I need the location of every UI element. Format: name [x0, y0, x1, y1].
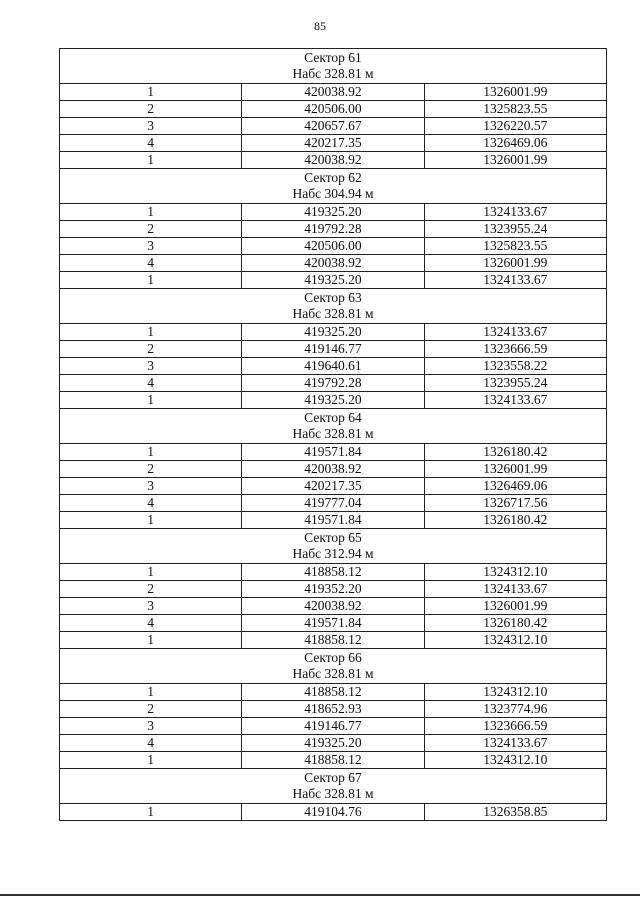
coord-x: 419571.84	[242, 615, 424, 632]
point-number: 3	[60, 238, 242, 255]
table-row	[60, 392, 607, 409]
coord-y: 1325823.55	[424, 238, 606, 255]
point-number: 1	[60, 684, 242, 701]
bottom-rule	[0, 894, 640, 896]
table-row	[60, 632, 607, 649]
table-row	[60, 444, 607, 461]
point-number: 1	[60, 272, 242, 289]
coord-x: 419325.20	[242, 272, 424, 289]
point-number: 1	[60, 204, 242, 221]
sector-height: Набс 328.81 м	[292, 786, 374, 801]
point-number: 3	[60, 358, 242, 375]
coord-x: 418858.12	[242, 684, 424, 701]
coord-y: 1326001.99	[424, 461, 606, 478]
coordinates-table	[59, 48, 607, 821]
table-row	[60, 375, 607, 392]
coord-y: 1323666.59	[424, 718, 606, 735]
sector-header-row	[60, 409, 607, 444]
point-number: 2	[60, 221, 242, 238]
table-row	[60, 718, 607, 735]
table-row	[60, 581, 607, 598]
sector-title: Сектор 67	[304, 770, 362, 785]
coord-x: 419146.77	[242, 718, 424, 735]
coord-x: 418652.93	[242, 701, 424, 718]
coord-x: 419104.76	[242, 804, 424, 821]
coord-y: 1324312.10	[424, 632, 606, 649]
coord-x: 420217.35	[242, 478, 424, 495]
table-row	[60, 152, 607, 169]
point-number: 1	[60, 632, 242, 649]
coord-x: 420038.92	[242, 84, 424, 101]
coord-y: 1326001.99	[424, 255, 606, 272]
point-number: 4	[60, 735, 242, 752]
coord-x: 420038.92	[242, 152, 424, 169]
coord-y: 1326717.56	[424, 495, 606, 512]
table-row	[60, 135, 607, 152]
coord-y: 1324133.67	[424, 272, 606, 289]
coord-y: 1326180.42	[424, 512, 606, 529]
point-number: 1	[60, 392, 242, 409]
point-number: 1	[60, 512, 242, 529]
point-number: 1	[60, 804, 242, 821]
sector-title: Сектор 64	[304, 410, 362, 425]
coord-y: 1326001.99	[424, 84, 606, 101]
table-row	[60, 255, 607, 272]
coord-x: 419792.28	[242, 375, 424, 392]
table-row	[60, 221, 607, 238]
coord-y: 1326001.99	[424, 598, 606, 615]
coord-y: 1326220.57	[424, 118, 606, 135]
table-row	[60, 461, 607, 478]
sector-title: Сектор 62	[304, 170, 362, 185]
coord-x: 419325.20	[242, 204, 424, 221]
sector-header	[60, 49, 607, 84]
table-row	[60, 478, 607, 495]
coord-y: 1326001.99	[424, 152, 606, 169]
coord-x: 419777.04	[242, 495, 424, 512]
table-row	[60, 358, 607, 375]
sector-header-row	[60, 649, 607, 684]
coord-x: 419571.84	[242, 512, 424, 529]
point-number: 1	[60, 444, 242, 461]
coord-y: 1324312.10	[424, 564, 606, 581]
sector-header	[60, 649, 607, 684]
table-row	[60, 701, 607, 718]
coord-x: 419325.20	[242, 735, 424, 752]
sector-height: Набс 328.81 м	[292, 66, 374, 81]
coord-x: 419640.61	[242, 358, 424, 375]
table-row	[60, 804, 607, 821]
coord-x: 419325.20	[242, 324, 424, 341]
coord-y: 1324312.10	[424, 684, 606, 701]
sector-header	[60, 169, 607, 204]
coord-y: 1324133.67	[424, 735, 606, 752]
table-row	[60, 684, 607, 701]
coord-x: 418858.12	[242, 752, 424, 769]
coord-y: 1324133.67	[424, 324, 606, 341]
sector-header-row	[60, 289, 607, 324]
point-number: 3	[60, 118, 242, 135]
sector-header-row	[60, 49, 607, 84]
point-number: 1	[60, 152, 242, 169]
sector-title: Сектор 63	[304, 290, 362, 305]
coord-y: 1326358.85	[424, 804, 606, 821]
table-row	[60, 735, 607, 752]
sector-height: Набс 304.94 м	[292, 186, 374, 201]
sector-header-row	[60, 769, 607, 804]
table-row	[60, 615, 607, 632]
coord-x: 419792.28	[242, 221, 424, 238]
coord-y: 1326180.42	[424, 615, 606, 632]
coord-x: 420657.67	[242, 118, 424, 135]
coord-x: 419146.77	[242, 341, 424, 358]
table-row	[60, 598, 607, 615]
point-number: 4	[60, 375, 242, 392]
point-number: 3	[60, 478, 242, 495]
point-number: 3	[60, 718, 242, 735]
sector-height: Набс 328.81 м	[292, 306, 374, 321]
sector-header-row	[60, 169, 607, 204]
coord-x: 419352.20	[242, 581, 424, 598]
coord-x: 420038.92	[242, 255, 424, 272]
coord-x: 420038.92	[242, 461, 424, 478]
sector-header	[60, 529, 607, 564]
table-row	[60, 272, 607, 289]
sector-height: Набс 312.94 м	[292, 546, 374, 561]
coord-x: 418858.12	[242, 632, 424, 649]
coord-x: 419325.20	[242, 392, 424, 409]
coord-x: 420506.00	[242, 238, 424, 255]
coord-y: 1324312.10	[424, 752, 606, 769]
point-number: 4	[60, 135, 242, 152]
point-number: 4	[60, 615, 242, 632]
point-number: 2	[60, 461, 242, 478]
point-number: 1	[60, 564, 242, 581]
point-number: 1	[60, 752, 242, 769]
coord-y: 1323955.24	[424, 375, 606, 392]
coord-x: 420506.00	[242, 101, 424, 118]
coord-x: 418858.12	[242, 564, 424, 581]
table-row	[60, 238, 607, 255]
sector-header	[60, 409, 607, 444]
coord-y: 1323558.22	[424, 358, 606, 375]
coord-y: 1326469.06	[424, 135, 606, 152]
sector-title: Сектор 66	[304, 650, 362, 665]
sector-header	[60, 289, 607, 324]
coord-x: 420217.35	[242, 135, 424, 152]
table-row	[60, 341, 607, 358]
point-number: 4	[60, 495, 242, 512]
coord-y: 1326180.42	[424, 444, 606, 461]
sector-header-row	[60, 529, 607, 564]
table-row	[60, 495, 607, 512]
table-row	[60, 324, 607, 341]
page-number: 85	[314, 19, 326, 33]
coord-y: 1324133.67	[424, 581, 606, 598]
coord-y: 1323955.24	[424, 221, 606, 238]
sector-height: Набс 328.81 м	[292, 426, 374, 441]
coord-y: 1323774.96	[424, 701, 606, 718]
point-number: 4	[60, 255, 242, 272]
sector-title: Сектор 65	[304, 530, 362, 545]
table-row	[60, 204, 607, 221]
point-number: 1	[60, 324, 242, 341]
table-row	[60, 752, 607, 769]
point-number: 2	[60, 581, 242, 598]
table-row	[60, 512, 607, 529]
coord-x: 420038.92	[242, 598, 424, 615]
coord-y: 1326469.06	[424, 478, 606, 495]
point-number: 2	[60, 341, 242, 358]
coord-x: 419571.84	[242, 444, 424, 461]
coord-y: 1324133.67	[424, 204, 606, 221]
table-row	[60, 118, 607, 135]
point-number: 1	[60, 84, 242, 101]
sector-header	[60, 769, 607, 804]
table-row	[60, 84, 607, 101]
table-row	[60, 101, 607, 118]
coord-y: 1325823.55	[424, 101, 606, 118]
point-number: 3	[60, 598, 242, 615]
table-row	[60, 564, 607, 581]
sector-title: Сектор 61	[304, 50, 362, 65]
coord-y: 1323666.59	[424, 341, 606, 358]
coord-y: 1324133.67	[424, 392, 606, 409]
point-number: 2	[60, 701, 242, 718]
point-number: 2	[60, 101, 242, 118]
sector-height: Набс 328.81 м	[292, 666, 374, 681]
